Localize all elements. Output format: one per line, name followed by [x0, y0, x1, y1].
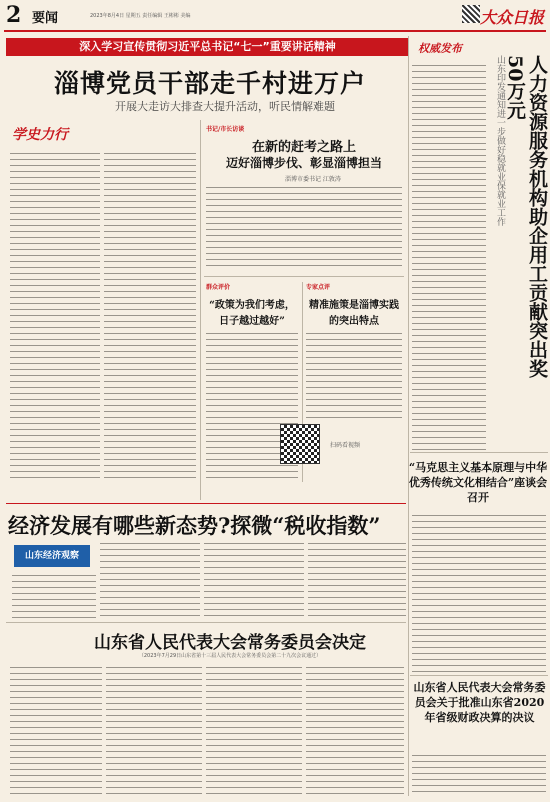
- lead-headline[interactable]: 淄博党员干部走千村进万户: [53, 69, 366, 98]
- page-meta: 2023年8月4日 星期五 责任编辑 王彬彬 美编: [90, 13, 191, 19]
- economy-body-3: [204, 540, 304, 620]
- masthead-logo: 大众日报: [479, 8, 544, 27]
- header-divider: [4, 30, 546, 32]
- sidebar-badge: 权威发布: [418, 42, 462, 55]
- economy-body-1: [12, 572, 96, 620]
- section-divider: [204, 276, 404, 277]
- economy-body-4: [308, 540, 406, 620]
- congress-resolution-headline[interactable]: 山东省人民代表大会常务委员会关于批准山东省2020年省级财政决算的决议: [413, 681, 546, 724]
- column-divider: [200, 120, 201, 500]
- lead-article-body-2: [104, 150, 196, 480]
- economy-body-2: [100, 540, 200, 620]
- qr-code[interactable]: [280, 424, 320, 464]
- congress-body-1: [10, 664, 102, 796]
- economy-headline[interactable]: 经济发展有哪些新态势?探微“税收指数”: [8, 513, 381, 538]
- congress-headline[interactable]: 山东省人民代表大会常务委员会决定: [94, 633, 366, 653]
- congress-body-2: [106, 664, 202, 796]
- lead-subhead: 开展大走访大排查大提升活动，听民情解难题: [115, 100, 335, 113]
- sidebar-divider-2: [410, 452, 548, 453]
- interview-title-2[interactable]: 迈好淄博步伐、彰显淄博担当: [225, 156, 382, 170]
- expert-title-2[interactable]: 的突出特点: [329, 316, 379, 327]
- economy-logo: 山东经济观察: [14, 545, 90, 567]
- interview-body: [206, 184, 402, 269]
- qr-caption: 扫码看视频: [330, 442, 361, 449]
- congress-body-3: [206, 664, 302, 796]
- page-number: 2: [6, 2, 22, 28]
- lead-article-body: [10, 150, 100, 480]
- expert-title-1[interactable]: 精准施策是淄博实践: [309, 300, 399, 311]
- section-divider-3: [6, 622, 406, 623]
- banner: 深入学习宣传贯彻习近平总书记“七一”重要讲话精神: [6, 38, 409, 56]
- column-tag-public: 群众评价: [206, 284, 231, 291]
- section-rule: [6, 503, 406, 504]
- expert-body: [306, 330, 402, 420]
- congress-subtitle: （2023年7月29日山东省第十三届人民代表大会常务委员会第二十九次会议通过）: [138, 653, 322, 659]
- congress-resolution-body: [412, 752, 546, 796]
- column-tag: 书记/市长访谈: [206, 126, 245, 133]
- column-tag-expert: 专家点评: [306, 284, 331, 291]
- marx-headline[interactable]: “马克思主义基本原理与中华优秀传统文化相结合”座谈会召开: [408, 461, 548, 504]
- interview-title-1[interactable]: 在新的赶考之路上: [251, 140, 356, 155]
- column-logo: 学史力行: [12, 127, 68, 143]
- sidebar-divider-3: [410, 675, 548, 676]
- sidebar-body: [412, 62, 486, 452]
- public-title-1[interactable]: “政策为我们考虑，: [209, 300, 295, 311]
- sidebar-vertical-title[interactable]: 人力资源服务机构助企用工贡献突出奖50万元: [504, 55, 548, 378]
- section-name: 要闻: [32, 11, 59, 26]
- congress-body-4: [306, 664, 404, 796]
- sidebar-divider: [408, 36, 409, 796]
- interview-byline: 淄博市委书记 江敦涛: [285, 176, 341, 183]
- qr-icon: [462, 5, 480, 23]
- marx-body: [412, 512, 546, 672]
- sidebar-vertical-subtitle: 山东印发通知进一步做好稳就业保就业工作: [495, 55, 505, 226]
- public-title-2[interactable]: 日子越过越好”: [219, 316, 285, 327]
